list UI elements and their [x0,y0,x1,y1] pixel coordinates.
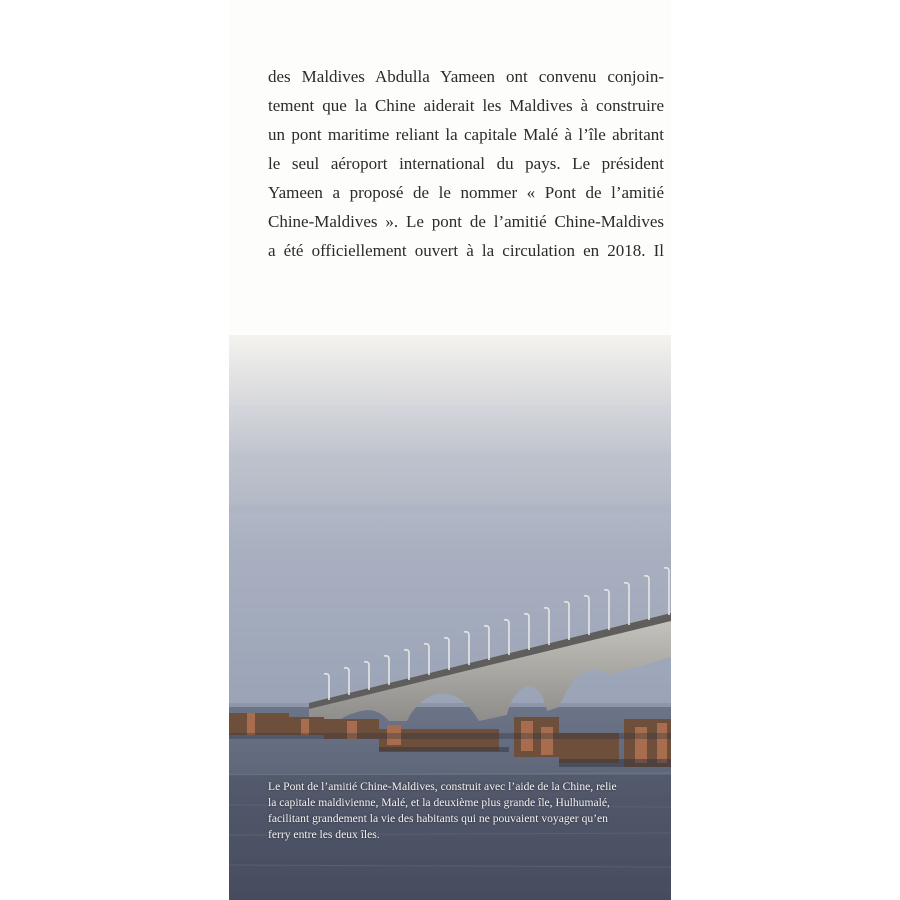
body-paragraph [268,62,664,265]
caption-line: la capitale maldivienne, Malé, et la deuxième plus grande île, Hulhumalé, [268,796,610,809]
body-line: Yameen a proposé de le nommer « Pont de l’amitié [268,183,664,202]
body-line: le seul aéroport international du pays. Le président [268,154,664,173]
body-line: tement que la Chine aiderait les Maldives à construire [268,96,664,115]
body-line: des Maldives Abdulla Yameen ont convenu conjoin- [268,67,664,86]
photo-caption [268,779,668,843]
body-line: Chine-Maldives ». Le pont de l’amitié Chine-Maldives [268,212,664,231]
caption-line: ferry entre les deux îles. [268,828,380,841]
body-line: un pont maritime reliant la capitale Malé à l’île abritant [268,125,664,144]
body-line: a été officiellement ouvert à la circulation en 2018. Il [268,241,664,260]
caption-line: Le Pont de l’amitié Chine-Maldives, construit avec l’aide de la Chine, relie [268,780,617,793]
caption-line: facilitant grandement la vie des habitants qui ne pouvaient voyager qu’en [268,812,608,825]
